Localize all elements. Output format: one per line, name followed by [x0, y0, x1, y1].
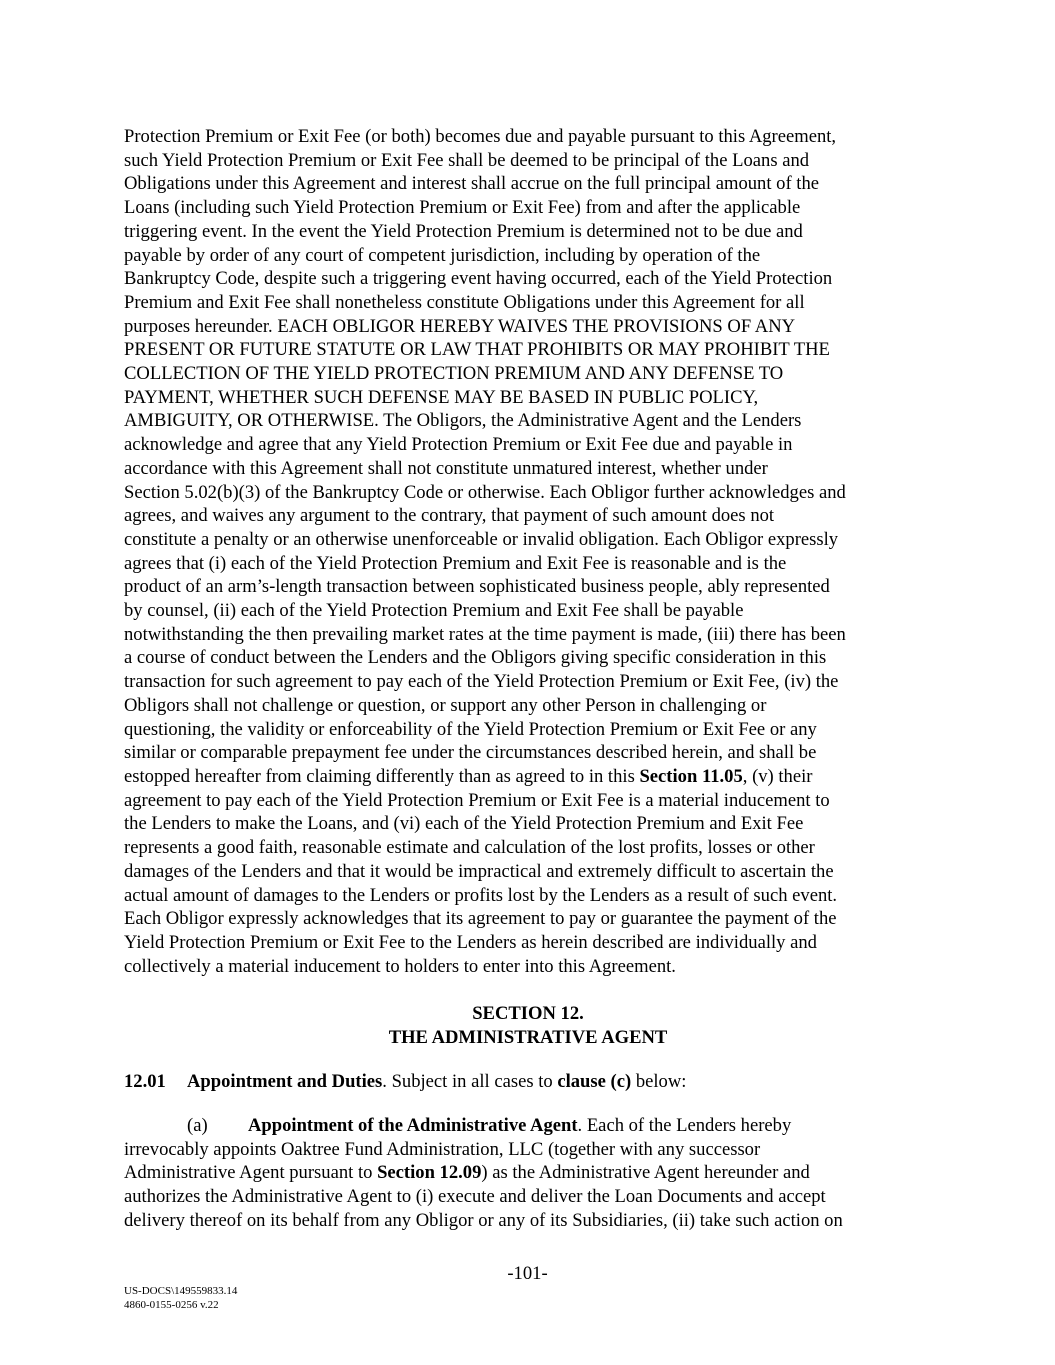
- clause-reference: clause (c): [557, 1071, 632, 1092]
- text-line: acknowledge and agree that any Yield Protection Premium or Exit Fee due and payable in: [124, 434, 793, 456]
- text-line: Section 5.02(b)(3) of the Bankruptcy Code or otherwise. Each Obligor further acknowledges and: [124, 481, 846, 503]
- subsection-number: 12.01: [124, 1071, 166, 1092]
- text-line: agreement to pay each of the Yield Protection Premium or Exit Fee is a material inducement to: [124, 789, 830, 811]
- text-line: actual amount of damages to the Lenders or profits lost by the Lenders as a result of such event.: [124, 884, 838, 906]
- text-line: irrevocably appoints Oaktree Fund Administration, LLC (together with any successor: [124, 1138, 761, 1160]
- text-line: notwithstanding the then prevailing market rates at the time payment is made, (iii) there has been: [124, 623, 846, 645]
- text-line: Obligors shall not challenge or question, or support any other Person in challenging or: [124, 694, 767, 716]
- text-segment: estopped hereafter from claiming differently than as agreed to in this: [124, 765, 640, 787]
- text-line: such Yield Protection Premium or Exit Fee shall be deemed to be principal of the Loans and: [124, 149, 810, 171]
- paragraph-heading: Appointment of the Administrative Agent: [248, 1115, 578, 1136]
- text-line: by counsel, (ii) each of the Yield Protection Premium and Exit Fee shall be payable: [124, 600, 744, 622]
- text-line: payable by order of any court of competent jurisdiction, including by operation of the: [124, 244, 761, 266]
- text-line: Bankruptcy Code, despite such a triggering event having occurred, each of the Yield Protection: [124, 268, 833, 290]
- text-line: collectively a material inducement to holders to enter into this Agreement.: [124, 955, 676, 977]
- text-line: triggering event. In the event the Yield Protection Premium is determined not to be due and: [124, 220, 803, 242]
- text-segment: ) as the Administrative Agent hereunder and: [481, 1162, 810, 1184]
- text-line: the Lenders to make the Loans, and (vi) each of the Yield Protection Premium and Exit Fee: [124, 813, 804, 835]
- text-line: a course of conduct between the Lenders and the Obligors giving specific consideration in this: [124, 647, 827, 669]
- text-line: purposes hereunder. EACH OBLIGOR HEREBY WAIVES THE PROVISIONS OF ANY: [124, 315, 796, 337]
- section-heading: [124, 1002, 932, 1049]
- text-line: AMBIGUITY, OR OTHERWISE. The Obligors, the Administrative Agent and the Lenders: [124, 410, 802, 432]
- text-segment: below:: [631, 1071, 687, 1092]
- text-line: Each Obligor expressly acknowledges that its agreement to pay or guarantee the payment of the: [124, 908, 837, 930]
- text-line: accordance with this Agreement shall not constitute unmatured interest, whether under: [124, 457, 768, 479]
- text-line: PAYMENT, WHETHER SUCH DEFENSE MAY BE BASED IN PUBLIC POLICY,: [124, 386, 759, 408]
- text-segment: . Subject in all cases to: [382, 1071, 558, 1092]
- text-line: constitute a penalty or an otherwise unenforceable or invalid obligation. Each Obligor expressly: [124, 528, 839, 550]
- text-line: Premium and Exit Fee shall nonetheless constitute Obligations under this Agreement for all: [124, 291, 805, 313]
- text-line: questioning, the validity or enforceability of the Yield Protection Premium or Exit Fee or any: [124, 718, 817, 740]
- text-line: transaction for such agreement to pay each of the Yield Protection Premium or Exit Fee, (iv) the: [124, 671, 839, 693]
- paragraph-a: [124, 1114, 932, 1233]
- text-line: damages of the Lenders and that it would be impractical and extremely difficult to ascertain the: [124, 860, 834, 882]
- text-line: Obligations under this Agreement and interest shall accrue on the full principal amount of the: [124, 173, 820, 195]
- section-number: SECTION 12.: [472, 1003, 584, 1024]
- text-line: [124, 765, 932, 789]
- text-line: agrees, and waives any argument to the contrary, that payment of such amount does not: [124, 505, 775, 527]
- text-line: delivery thereof on its behalf from any Obligor or any of its Subsidiaries, (ii) take such action on: [124, 1209, 843, 1231]
- text-segment: , (v) their: [742, 765, 813, 787]
- text-line: PRESENT OR FUTURE STATUTE OR LAW THAT PROHIBITS OR MAY PROHIBIT THE: [124, 339, 830, 361]
- text-line: [124, 1161, 932, 1185]
- text-line: product of an arm’s-length transaction between sophisticated business people, ably represented: [124, 576, 830, 598]
- text-line: similar or comparable prepayment fee under the circumstances described herein, and shall be: [124, 742, 817, 764]
- text-line: [124, 1114, 932, 1138]
- subsection-heading: [124, 1070, 932, 1094]
- text-line: represents a good faith, reasonable estimate and calculation of the lost profits, losses or other: [124, 837, 815, 859]
- text-segment: Administrative Agent pursuant to: [124, 1162, 378, 1184]
- section-reference: Section 12.09: [377, 1162, 482, 1184]
- text-line: Protection Premium or Exit Fee (or both) becomes due and payable pursuant to this Agreement,: [124, 126, 837, 147]
- text-segment: . Each of the Lenders hereby: [577, 1115, 792, 1136]
- text-line: agrees that (i) each of the Yield Protection Premium and Exit Fee is reasonable and is the: [124, 552, 787, 574]
- footer: [124, 1284, 237, 1312]
- page-number: -101-: [507, 1263, 548, 1284]
- subsection-title: Appointment and Duties: [187, 1071, 383, 1092]
- body-paragraph: [124, 125, 932, 978]
- paragraph-label: (a): [187, 1115, 208, 1136]
- text-line: Yield Protection Premium or Exit Fee to the Lenders as herein described are individually and: [124, 931, 817, 953]
- text-line: COLLECTION OF THE YIELD PROTECTION PREMIUM AND ANY DEFENSE TO: [124, 363, 784, 385]
- footer-version: 4860-0155-0256 v.22: [124, 1299, 219, 1311]
- footer-doc-id: US-DOCS\149559833.14: [124, 1285, 238, 1297]
- text-line: authorizes the Administrative Agent to (i) execute and deliver the Loan Documents and accept: [124, 1186, 826, 1208]
- section-title: THE ADMINISTRATIVE AGENT: [388, 1026, 668, 1048]
- text-line: Loans (including such Yield Protection Premium or Exit Fee) from and after the applicable: [124, 197, 801, 219]
- section-reference: Section 11.05: [639, 765, 743, 787]
